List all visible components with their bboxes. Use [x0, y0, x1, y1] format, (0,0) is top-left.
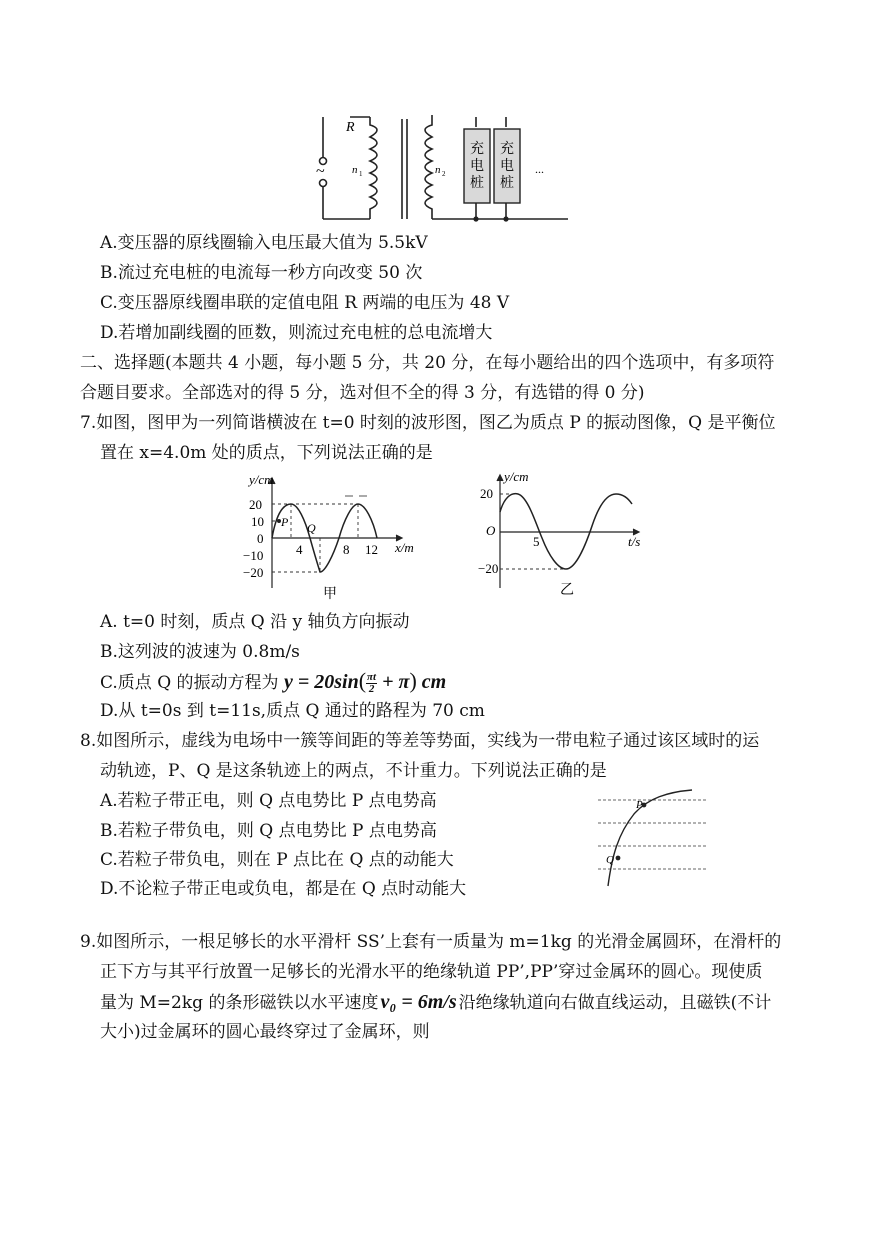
vib-y-axis-label: y/cm: [504, 469, 529, 484]
q7-option-c-formula: y = 20sin( $\frac{\pi t}{2}$ + π) cm: [283, 668, 447, 695]
q7-stem-line2: 置在 x=4.0m 处的质点，下列说法正确的是: [100, 443, 433, 463]
pile1-char2: 电: [470, 159, 484, 174]
wave-y-tick-20: 20: [249, 497, 262, 512]
pile2-char3: 桩: [500, 176, 514, 191]
q9-stem-line3: 量为 M=2kg 的条形磁铁以水平速度 v₀ = 6m/s 沿绝缘轨道向右做直线运动，且磁铁(不计: [100, 991, 772, 1013]
vibration-figure: [478, 468, 653, 603]
q6-option-b: B.流过充电桩的电流每一秒方向改变 50 次: [100, 263, 423, 283]
q8-option-a: A.若粒子带正电，则 Q 点电势比 P 点电势高: [100, 791, 437, 811]
secondary-turns-label: n: [435, 164, 441, 176]
secondary-turns-sub: 2: [442, 170, 446, 178]
trajectory-point-q: Q: [606, 854, 614, 866]
q7-option-b: B.这列波的波速为 0.8m/s: [100, 642, 300, 662]
equipotential-figure: [592, 786, 712, 891]
q7-stem-line1: 7.如图，图甲为一列简谐横波在 t=0 时刻的波形图，图乙为质点 P 的振动图像，Q 是平衡位: [80, 413, 776, 433]
vib-caption: 乙: [560, 582, 574, 598]
pile2-char1: 充: [500, 142, 514, 157]
q6-option-a: A.变压器的原线圈输入电压最大值为 5.5kV: [100, 233, 428, 253]
wave-point-q: Q: [307, 521, 316, 535]
pile1-char3: 桩: [470, 176, 484, 191]
ac-source-symbol: ~: [316, 163, 325, 180]
vib-x-axis-label: t/s: [628, 534, 641, 549]
q8-option-c: C.若粒子带负电，则在 P 点比在 Q 点的动能大: [100, 850, 454, 870]
wave-point-p: P: [281, 515, 289, 529]
q9-stem-line1: 9.如图所示，一根足够长的水平滑杆 SS’上套有一质量为 m=1kg 的光滑金属圆环，在滑杆的: [80, 932, 782, 952]
wave-caption: 甲: [323, 586, 337, 602]
trajectory-point-p: P: [636, 799, 643, 811]
q8-option-d: D.不论粒子带正电或负电，都是在 Q 点时动能大: [100, 879, 467, 899]
q9-stem-line2: 正下方与其平行放置一足够长的光滑水平的绝缘轨道 PP’,PP’穿过金属环的圆心。现使质: [100, 962, 763, 982]
q7-option-c: [100, 670, 446, 695]
more-piles-ellipsis: ...: [535, 162, 544, 176]
wave-y-tick-neg20: −20: [243, 565, 264, 580]
q8-option-b: B.若粒子带负电，则 Q 点电势比 P 点电势高: [100, 821, 437, 841]
q7-option-c-text: C.质点 Q 的振动方程为: [100, 673, 279, 693]
pile2-char2: 电: [500, 159, 514, 174]
q9-velocity-formula: v₀ = 6m/s: [380, 991, 457, 1013]
primary-turns-label: n: [352, 164, 358, 176]
q6-option-d: D.若增加副线圈的匝数，则流过充电桩的总电流增大: [100, 323, 493, 343]
vib-y-tick-neg20: −20: [478, 561, 499, 576]
wave-figure: [235, 470, 425, 605]
wave-y-tick-0: 0: [257, 531, 264, 546]
wave-y-axis-label: y/cm: [249, 472, 274, 487]
wave-x-tick-8: 8: [343, 542, 350, 557]
q7-option-a: A. t=0 时刻，质点 Q 沿 y 轴负方向振动: [100, 612, 410, 632]
q6-option-c: C.变压器原线圈串联的定值电阻 R 两端的电压为 48 V: [100, 293, 510, 313]
primary-turns-sub: 1: [359, 170, 363, 178]
q7-option-d: D.从 t=0s 到 t=11s,质点 Q 通过的路程为 70 cm: [100, 701, 485, 721]
wave-y-tick-10: 10: [251, 514, 264, 529]
q8-stem-line1: 8.如图所示，虚线为电场中一簇等间距的等差等势面，实线为一带电粒子通过该区域时的运: [80, 731, 760, 751]
wave-x-tick-4: 4: [296, 542, 303, 557]
q8-stem-line2: 动轨迹，P、Q 是这条轨迹上的两点，不计重力。下列说法正确的是: [100, 761, 607, 781]
wave-x-axis-label: x/m: [395, 540, 414, 555]
section2-header-line2: 合题目要求。全部选对的得 5 分，选对但不全的得 3 分，有选错的得 0 分): [80, 383, 645, 403]
resistor-label: R: [346, 120, 355, 135]
vib-y-tick-20: 20: [480, 486, 493, 501]
q9-stem-line4: 大小)过金属环的圆心最终穿过了金属环，则: [100, 1022, 430, 1042]
wave-y-tick-neg10: −10: [243, 548, 264, 563]
pile1-char1: 充: [470, 142, 484, 157]
vib-origin: O: [486, 523, 496, 538]
vib-x-tick-5: 5: [533, 534, 540, 549]
transformer-figure: [310, 115, 575, 225]
wave-x-tick-12: 12: [365, 542, 378, 557]
section2-header-line1: 二、选择题(本题共 4 小题，每小题 5 分，共 20 分，在每小题给出的四个选项中，有多项符: [80, 353, 775, 373]
